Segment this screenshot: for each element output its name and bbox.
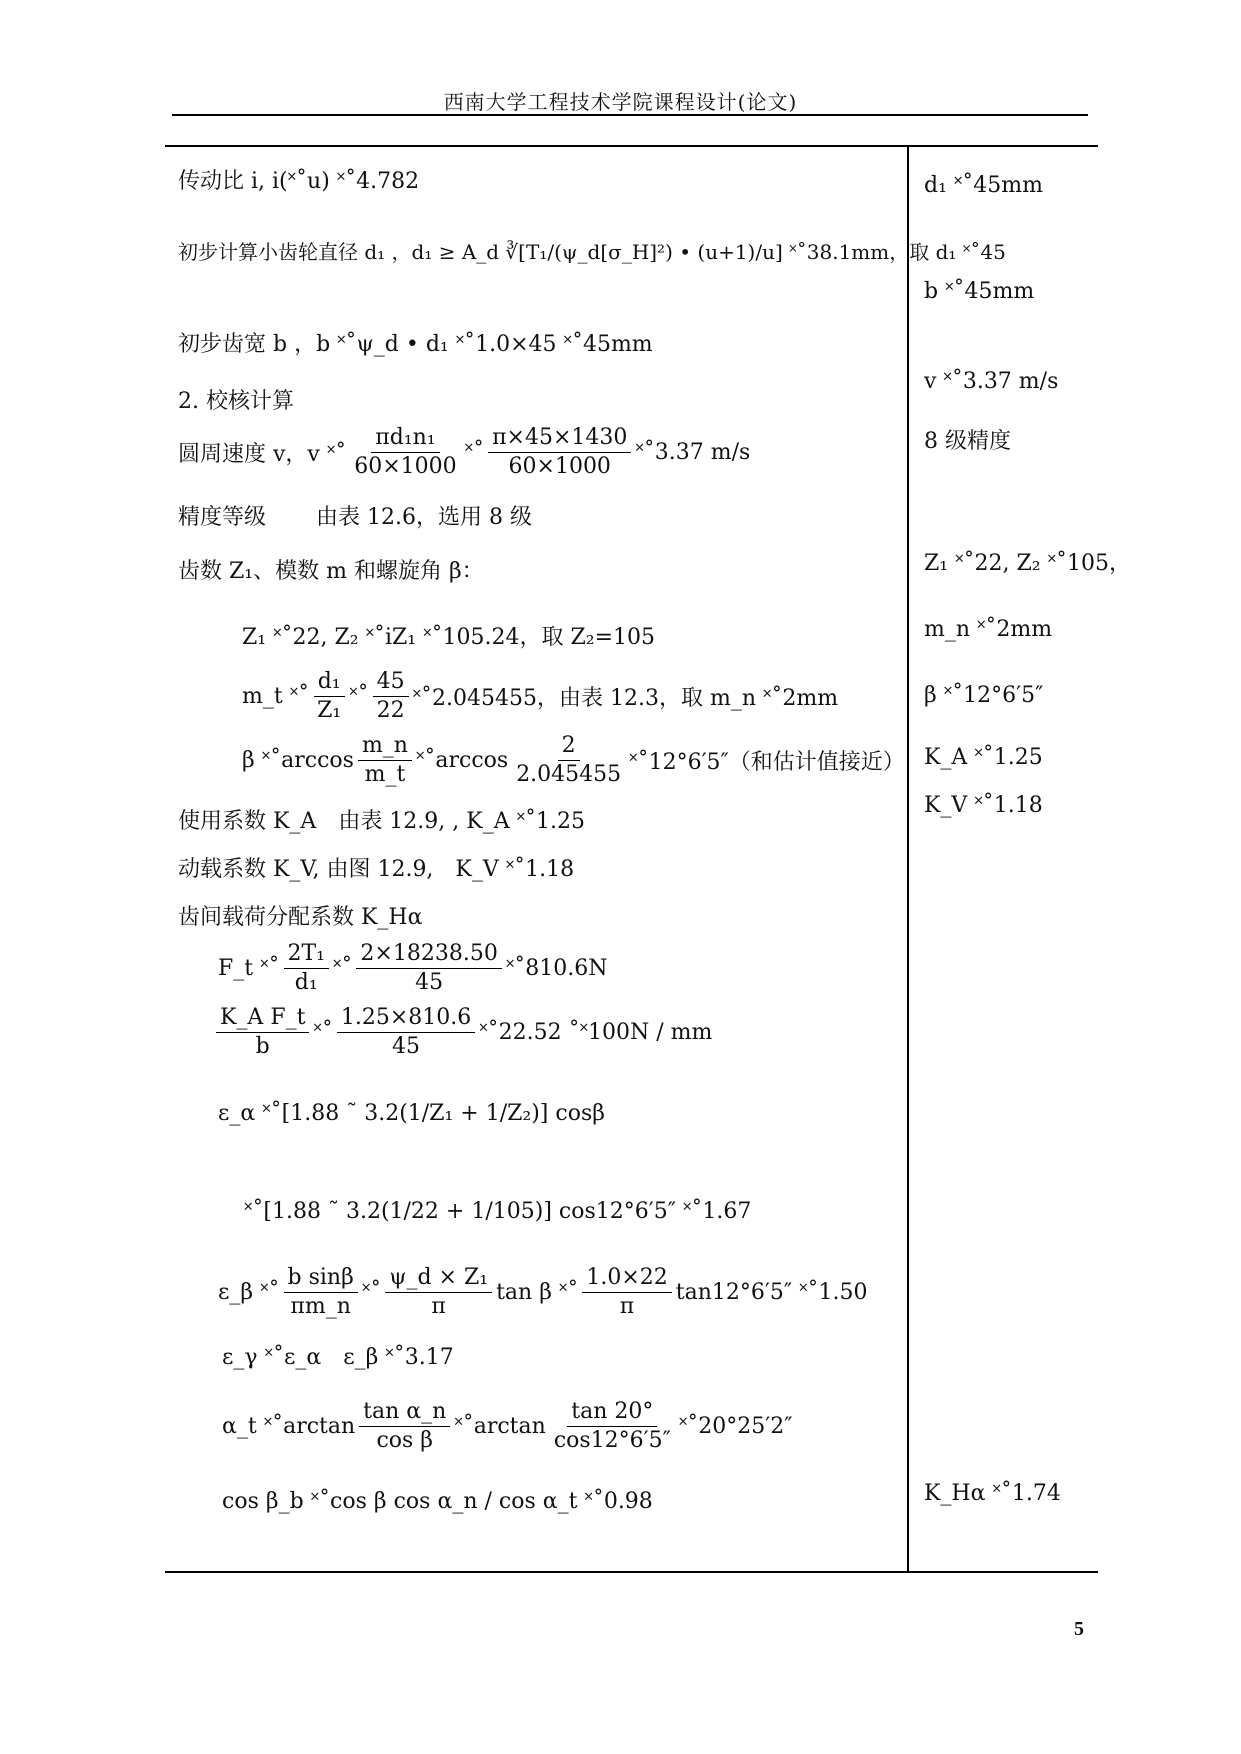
face-width-line: 初步齿宽 b ，b ˟˚ψ_d • d₁ ˟˚1.0×45 ˟˚45mm	[178, 332, 653, 357]
speed-frac1-num: πd₁n₁	[371, 424, 439, 453]
result-beta: β ˟˚12°6′5″	[924, 683, 1044, 708]
transverse-pressure-angle-line	[222, 1398, 792, 1454]
peripheral-speed-line	[178, 424, 750, 480]
mt-frac1-den: Z₁	[317, 697, 342, 723]
speed-frac2-den: 60×1000	[508, 453, 611, 479]
speed-frac1-den: 60×1000	[354, 453, 457, 479]
at-mid: ˟˚arctan	[454, 1414, 546, 1439]
transmission-ratio-line: 传动比 i, i(˟˚u) ˟˚4.782	[178, 169, 420, 194]
beta-frac2-den: 2.045455	[516, 761, 622, 787]
beta-frac1-num: m_n	[358, 732, 412, 761]
at-frac1-num: tan α_n	[359, 1398, 450, 1427]
eb-frac1-den: πm_n	[290, 1293, 351, 1319]
dynamic-factor-line: 动载系数 K_V, 由图 12.9, K_V ˟˚1.18	[178, 857, 575, 882]
mt-frac1-num: d₁	[314, 668, 345, 697]
total-contact-ratio-line: ε_γ ˟˚ε_α ε_β ˟˚3.17	[222, 1345, 454, 1370]
mt-prefix: m_t ˟˚	[242, 684, 310, 709]
ft-suffix: ˟˚810.6N	[505, 956, 608, 981]
transverse-contact-ratio-formula: ε_α ˟˚[1.88 ˜ 3.2(1/Z₁ + 1/Z₂)] cosβ	[218, 1101, 605, 1126]
speed-prefix: 圆周速度 v，v ˟˚	[178, 441, 347, 467]
result-d1: d₁ ˟˚45mm	[924, 173, 1044, 198]
at-frac2-den: cos12°6′5″	[553, 1427, 671, 1453]
unit-load-fraction-1	[216, 1004, 309, 1060]
eb-mid2: tan β ˟˚	[496, 1280, 579, 1305]
overlap-ratio-line	[218, 1264, 867, 1320]
result-ka: K_A ˟˚1.25	[924, 745, 1043, 770]
mt-frac2-num: 45	[373, 668, 409, 697]
speed-mid: ˟˚	[464, 440, 485, 465]
speed-fraction-1	[350, 424, 460, 480]
ft-frac2-den: 45	[415, 969, 444, 995]
unit-load-frac2-num: 1.25×810.6	[337, 1004, 475, 1033]
beta-prefix: β ˟˚arccos	[242, 748, 354, 773]
beta-fraction-2	[512, 732, 625, 788]
eb-fraction-1	[284, 1264, 358, 1320]
eb-fraction-2	[385, 1264, 492, 1320]
eb-suffix: tan12°6′5″ ˟˚1.50	[675, 1280, 868, 1305]
ft-mid: ˟˚	[333, 956, 353, 981]
helix-angle-line	[242, 732, 905, 788]
at-frac2-num: tan 20°	[567, 1398, 657, 1427]
column-divider	[907, 145, 909, 1572]
eb-mid1: ˟˚	[361, 1280, 382, 1305]
beta-mid: ˟˚arccos	[415, 748, 509, 773]
result-mn: m_n ˟˚2mm	[924, 617, 1053, 642]
teeth-count-line: Z₁ ˟˚22, Z₂ ˟˚iZ₁ ˟˚105.24，取 Z₂=105	[242, 625, 656, 650]
result-b: b ˟˚45mm	[924, 279, 1035, 304]
speed-fraction-2	[488, 424, 631, 480]
at-fraction-2	[550, 1398, 675, 1454]
ft-fraction-2	[356, 940, 501, 996]
application-factor-line: 使用系数 K_A 由表 12.9, , K_A ˟˚1.25	[178, 809, 585, 834]
pinion-diameter-line: 初步计算小齿轮直径 d₁ ，d₁ ≥ A_d ∛[T₁/(ψ_d[σ_H]²) • (u+1)/u] ˟˚38.1mm，取 d₁ ˟˚45	[178, 240, 1006, 264]
at-suffix: ˟˚20°25′2″	[678, 1414, 793, 1439]
section-check-calc: 2. 校核计算	[178, 389, 294, 414]
result-accuracy-grade: 8 级精度	[924, 429, 1011, 454]
result-v: v ˟˚3.37 m/s	[924, 369, 1059, 394]
at-frac1-den: cos β	[376, 1427, 434, 1453]
teeth-module-helix-line: 齿数 Z₁、模数 m 和螺旋角 β：	[178, 559, 484, 584]
result-kha: K_Hα ˟˚1.74	[924, 1481, 1061, 1506]
table-bottom-rule	[165, 1571, 1098, 1573]
base-helix-angle-line: cos β_b ˟˚cos β cos α_n / cos α_t ˟˚0.98	[222, 1489, 653, 1514]
mt-fraction-2	[373, 668, 409, 724]
accuracy-grade-label: 精度等级	[178, 505, 267, 530]
beta-suffix: ˟˚12°6′5″（和估计值接近）	[629, 749, 905, 775]
ft-fraction-1	[284, 940, 330, 996]
unit-load-fraction-2	[337, 1004, 475, 1060]
mt-frac2-den: 22	[376, 697, 405, 723]
eb-frac3-den: π	[619, 1293, 635, 1319]
mt-fraction-1	[313, 668, 345, 724]
unit-load-frac1-num: K_A F_t	[216, 1004, 309, 1033]
result-teeth: Z₁ ˟˚22, Z₂ ˟˚105，	[924, 551, 1131, 576]
unit-load-suffix: ˟˚22.52 ˚˟100N / mm	[479, 1020, 713, 1045]
ft-frac1-den: d₁	[294, 969, 318, 995]
eb-frac1-num: b sinβ	[284, 1264, 358, 1293]
unit-load-frac2-den: 45	[392, 1033, 421, 1059]
eb-frac3-num: 1.0×22	[582, 1264, 671, 1293]
result-kv: K_V ˟˚1.18	[924, 793, 1043, 818]
eb-frac2-num: ψ_d × Z₁	[385, 1264, 492, 1293]
ft-prefix: F_t ˟˚	[218, 956, 280, 981]
unit-load-mid: ˟˚	[313, 1020, 333, 1045]
at-prefix: α_t ˟˚arctan	[222, 1414, 356, 1439]
document-header-title: 西南大学工程技术学院课程设计(论文)	[443, 90, 798, 114]
unit-load-line	[212, 1004, 712, 1060]
eb-frac2-den: π	[431, 1293, 446, 1319]
accuracy-grade-text: 由表 12.6，选用 8 级	[316, 505, 532, 530]
eb-fraction-3	[582, 1264, 671, 1320]
mt-suffix: ˟˚2.045455，由表 12.3，取 m_n ˟˚2mm	[412, 685, 839, 711]
beta-frac1-den: m_t	[364, 761, 406, 787]
beta-fraction-1	[358, 732, 412, 788]
beta-frac2-num: 2	[558, 732, 580, 761]
page-number: 5	[1074, 1618, 1084, 1640]
transverse-module-line	[242, 668, 838, 724]
unit-load-frac1-den: b	[255, 1033, 270, 1059]
ft-frac1-num: 2T₁	[284, 940, 330, 969]
tangential-force-line	[218, 940, 607, 996]
ft-frac2-num: 2×18238.50	[356, 940, 501, 969]
speed-frac2-num: π×45×1430	[488, 424, 631, 453]
speed-suffix: ˟˚3.37 m/s	[635, 440, 751, 465]
eb-prefix: ε_β ˟˚	[218, 1280, 280, 1305]
transverse-contact-ratio-value: ˟˚[1.88 ˜ 3.2(1/22 + 1/105)] cos12°6′5″ ˟˚1.67	[244, 1199, 752, 1224]
at-fraction-1	[359, 1398, 450, 1454]
load-distribution-factor-line: 齿间载荷分配系数 K_Hα	[178, 905, 423, 930]
header-rule	[172, 114, 1088, 116]
mt-mid: ˟˚	[349, 684, 369, 709]
table-top-rule	[165, 145, 1098, 147]
